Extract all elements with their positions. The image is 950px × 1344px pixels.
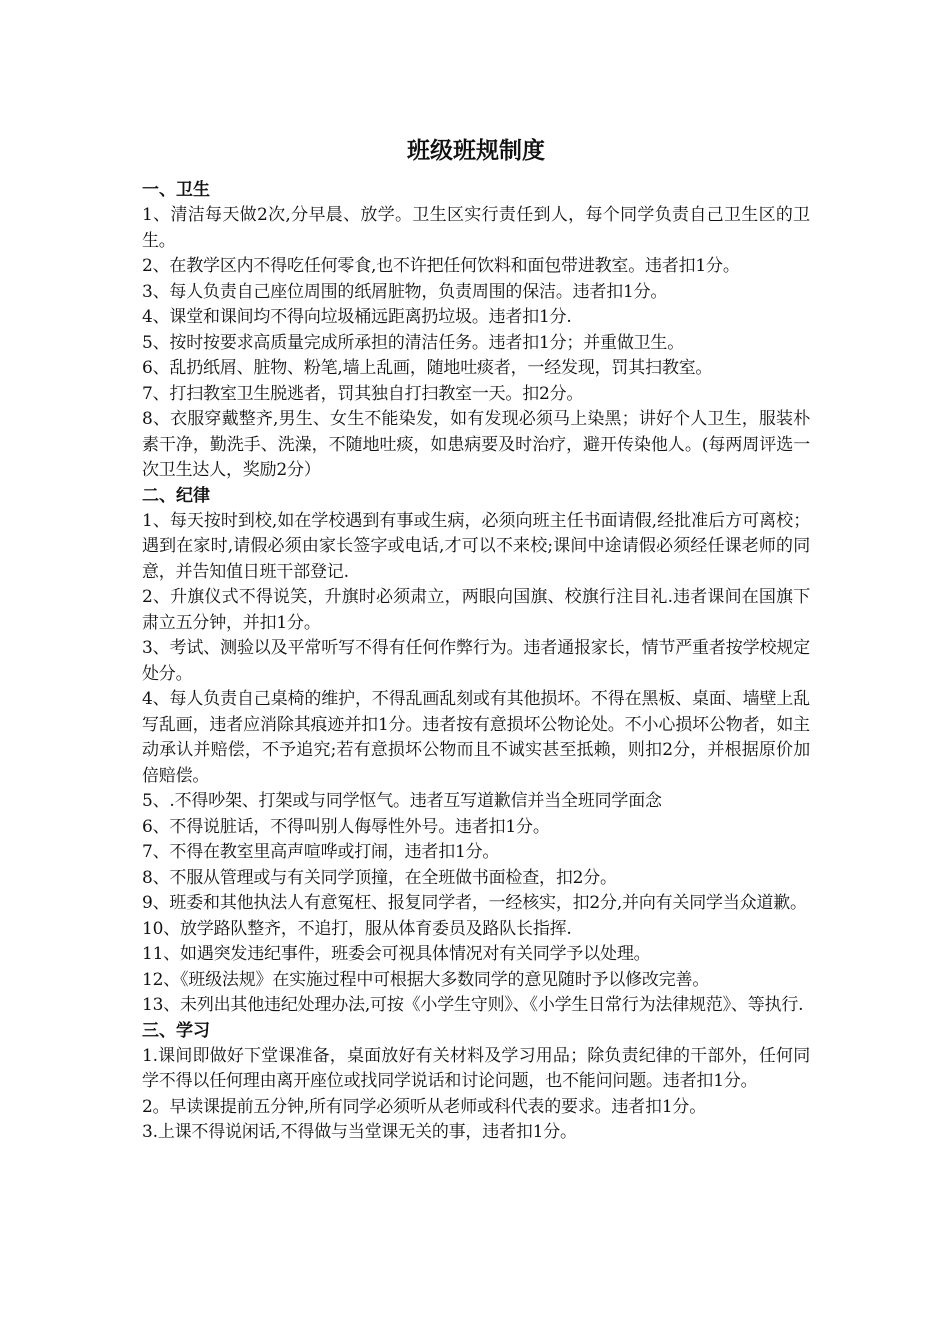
rule-item: 2。早读课提前五分钟,所有同学必须听从老师或科代表的要求。违者扣1分。 [142,1096,707,1117]
rule-item: 6、不得说脏话，不得叫别人侮辱性外号。违者扣1分。 [142,816,550,837]
rule-item: 9、班委和其他执法人有意冤枉、报复同学者，一经核实，扣2分,并向有关同学当众道歉。 [142,893,807,913]
rule-item: 6、乱扔纸屑、脏物、粉笔,墙上乱画，随地吐痰者，一经发现，罚其扫教室。 [142,358,713,378]
rule-item: 3、每人负责自己座位周围的纸屑脏物，负责周围的保洁。违者扣1分。 [142,281,668,302]
rule-item: 4、每人负责自己桌椅的维护，不得乱画乱刻或有其他损坏。不得在黑板、桌面、墙壁上乱写乱画，违者应消除其痕迹并扣1分。违者按有意损坏公物论处。不小心损坏公物者，如主动承认并赔偿，不予追究;若有意损坏公物而且不诚实甚至抵赖，则扣2分，并根据原价加倍赔偿。 [142,689,810,786]
section-study [142,1019,810,1146]
rule-item: 3.上课不得说闲话,不得做与当堂课无关的事，违者扣1分。 [142,1122,577,1142]
rule-item: 4、课堂和课间均不得向垃圾桶远距离扔垃圾。违者扣1分. [142,307,572,327]
section-hygiene [142,178,810,484]
rule-item: 2、升旗仪式不得说笑，升旗时必须肃立，两眼向国旗、校旗行注目礼.违者课间在国旗下肃立五分钟，并扣1分。 [142,587,810,633]
section-discipline [142,484,810,1019]
rule-item: 1、清洁每天做2次,分早晨、放学。卫生区实行责任到人，每个同学负责自己卫生区的卫生。 [142,205,810,251]
rule-item: 5、.不得吵架、打架或与同学怄气。违者互写道歉信并当全班同学面念 [142,791,662,811]
rule-item: 7、打扫教室卫生脱逃者，罚其独自打扫教室一天。扣2分。 [142,383,584,404]
document-page [142,130,810,1146]
rule-item: 13、未列出其他违纪处理办法,可按《小学生守则》、《小学生日常行为法律规范》、等执行. [142,995,804,1015]
rule-item: 2、在教学区内不得吃任何零食,也不许把任何饮料和面包带进教室。违者扣1分。 [142,256,740,276]
section-heading: 二、纪律 [142,485,210,506]
rule-item: 1.课间即做好下堂课准备，桌面放好有关材料及学习用品；除负责纪律的干部外，任何同学不得以任何理由离开座位或找同学说话和讨论问题，也不能问问题。违者扣1分。 [142,1045,810,1091]
rule-item: 8、不服从管理或与有关同学顶撞，在全班做书面检查，扣2分。 [142,867,617,888]
rule-item: 3、考试、测验以及平常听写不得有任何作弊行为。违者通报家长，情节严重者按学校规定处分。 [142,638,810,684]
section-heading: 一、卫生 [142,180,210,200]
page-title: 班级班规制度 [407,138,545,164]
rule-item: 10、放学路队整齐，不追打，服从体育委员及路队长指挥. [142,918,572,939]
rule-item: 11、如遇突发违纪事件，班委会可视具体情况对有关同学予以处理。 [142,944,651,964]
rule-item: 7、不得在教室里高声喧哗或打闹，违者扣1分。 [142,842,500,862]
section-heading: 三、学习 [142,1020,210,1041]
rule-item: 1、每天按时到校,如在学校遇到有事或生病，必须向班主任书面请假,经批准后方可离校；遇到在家时,请假必须由家长签字或电话,才可以不来校;课间中途请假必须经任课老师的同意，并告知值日班干部登记. [142,510,811,582]
rule-item: 8、衣服穿戴整齐,男生、女生不能染发，如有发现必须马上染黑；讲好个人卫生，服装朴素干净，勤洗手、洗澡，不随地吐痰，如患病要及时治疗，避开传染他人。(每两周评选一次卫生达人，奖励2分） [142,409,810,480]
rule-item: 5、按时按要求高质量完成所承担的清洁任务。违者扣1分；并重做卫生。 [142,332,685,353]
rule-item: 12、《班级法规》在实施过程中可根据大多数同学的意见随时予以修改完善。 [142,969,710,990]
